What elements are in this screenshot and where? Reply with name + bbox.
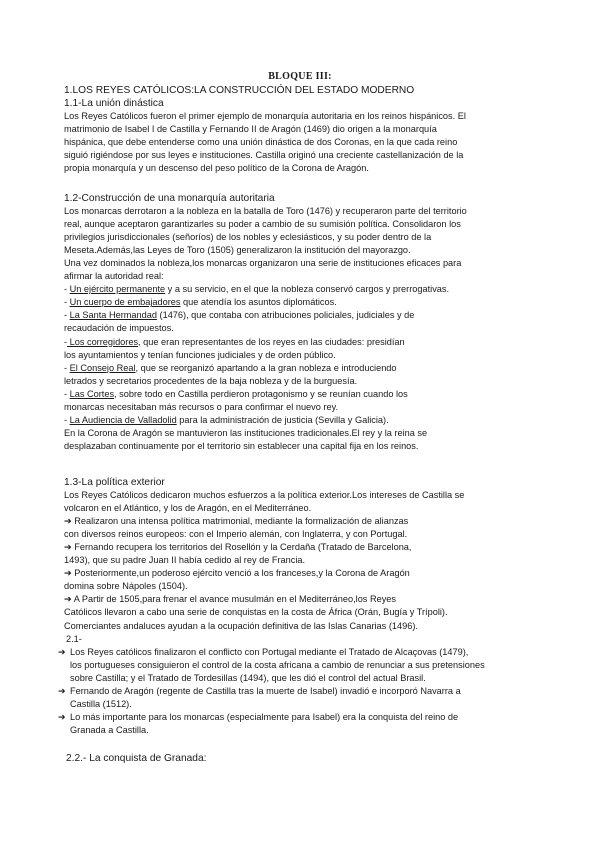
text-line: Granada a Castilla. <box>70 725 149 736</box>
text-line: matrimonio de Isabel I de Castilla y Fernando II de Aragón (1469) dio origen a la monarquía <box>64 124 437 135</box>
arrow-icon: ➔ <box>58 686 66 697</box>
main-title: 1.LOS REYES CATÓLICOS:LA CONSTRUCCIÓN DEL ESTADO MODERNO <box>64 85 415 96</box>
institution-item-hermandad: - La Santa Hermandad (1476), que contaba con atribuciones policiales, judiciales y de <box>64 310 415 321</box>
text-line: real, aunque aceptaron garantizarles su poder a cambio de su sumisión política. Consolidaron los <box>64 219 461 230</box>
arrow-item: ➔ Fernando recupera los territorios del Rosellón y la Cerdaña (Tratado de Barcelona, <box>64 542 412 553</box>
institution-item-army: - Un ejército permanente y a su servicio, en el que la nobleza conservó cargos y prerrogativas. <box>64 284 450 295</box>
institution-item-cortes: - Las Cortes, sobre todo en Castilla perdieron protagonismo y se reunían cuando los <box>64 388 408 399</box>
section-1 <box>64 84 526 175</box>
heading-1-3: 1.3-La política exterior <box>64 477 165 488</box>
text-line: 1493), que su padre Juan II había cedido al rey de Francia. <box>64 555 306 566</box>
label-2-1: 2.1- <box>66 634 82 644</box>
section-2-2 <box>66 752 528 765</box>
text-line: Los Reyes católicos finalizaron el conflicto con Portugal mediante el Tratado de Alcaçovas (1479), <box>70 647 469 657</box>
text-line: monarcas necesitaban más recursos o para confirmar el nuevo rey. <box>64 401 339 412</box>
section-1-3 <box>64 476 526 633</box>
institution-item-audiencia: - La Audiencia de Valladolid para la administración de justicia (Sevilla y Galicia). <box>64 414 389 425</box>
arrow-icon: ➔ <box>58 647 66 657</box>
text-line: letrados y secretarios procedentes de la baja nobleza y de la burguesía. <box>64 375 358 386</box>
text-line: los portugueses consiguieron el control de la costa africana a cambio de renunciar a sus pretensiones <box>70 660 485 671</box>
text-line: Castilla (1512). <box>70 699 132 710</box>
section-2-1 <box>66 633 528 646</box>
text-line: Lo más importante para los monarcas (especialmente para Isabel) era la conquista del reino de <box>70 712 459 723</box>
text-line: desplazaban continuamente por el territorio sin establecer una capital fija en los reinos. <box>64 440 419 451</box>
arrow-icon: ➔ <box>58 712 66 723</box>
arrow-list-item <box>58 685 532 711</box>
text-line: sobre Castilla; y el Tratado de Tordesillas (1494), que les dió el control del actual Brasil. <box>70 673 426 684</box>
arrow-list-item <box>58 646 532 685</box>
text-line: volcaron en el Atlántico, y los de Aragón, en el Mediterráneo. <box>64 503 312 514</box>
text-line: Fernando de Aragón (regente de Castilla tras la muerte de Isabel) invadió e incorporó Navarra a <box>70 686 461 697</box>
institution-item-embassies: - Un cuerpo de embajadores que atendía los asuntos diplomáticos. <box>64 297 337 308</box>
text-line: En la Corona de Aragón se mantuvieron las instituciones tradicionales.El rey y la reina se <box>64 427 428 438</box>
text-line: los ayuntamientos y tenían funciones judiciales y de orden público. <box>64 349 336 360</box>
text-line: privilegios jurisdiccionales (señoríos) de los nobles y eclesiásticos, y su poder dentro de la <box>64 232 432 243</box>
text-line: Una vez dominados la nobleza,los monarcas organizaron una serie de instituciones eficaces para <box>64 258 462 269</box>
text-line: siguió rigiéndose por sus leyes e instituciones. Castilla originó una creciente castellanización de la <box>64 150 464 161</box>
text-line: Los monarcas derrotaron a la nobleza en la batalla de Toro (1476) y recuperaron parte del territorio <box>64 206 467 217</box>
text-line: Comerciantes andaluces ayudan a la ocupación definitiva de las Islas Canarias (1496). <box>64 620 418 631</box>
arrow-item: ➔ A Partir de 1505,para frenar el avance musulmán en el Mediterráneo,los Reyes <box>64 594 396 605</box>
text-line: Los Reyes Católicos dedicaron muchos esfuerzos a la política exterior.Los intereses de Castilla se <box>64 490 465 501</box>
section-1-2 <box>64 192 526 453</box>
arrow-list-item <box>58 711 532 737</box>
heading-2-2: 2.2.- La conquista de Granada: <box>66 753 207 764</box>
heading-1-2: 1.2-Construcción de una monarquía autoritaria <box>64 193 275 204</box>
text-line: Católicos llevaron a cabo una serie de conquistas en la costa de África (Orán, Bugía y Trípoli). <box>64 607 448 618</box>
text-line: con diversos reinos europeos: con el Imperio alemán, con Inglaterra, y con Portugal. <box>64 529 408 540</box>
institution-item-corregidores: - Los corregidores, que eran representantes de los reyes en las ciudades: presidían <box>64 336 405 347</box>
text-line: propia monarquía y un descenso del peso político de la Corona de Aragón. <box>64 163 369 174</box>
institution-item-consejo-real: - El Consejo Real, que se reorganizó apartando a la gran nobleza e introduciendo <box>64 362 397 373</box>
heading-1-1: 1.1-La unión dinástica <box>64 98 164 110</box>
text-line: domina sobre Nápoles (1504). <box>64 581 188 592</box>
arrow-item: ➔ Posteriormente,un poderoso ejército venció a los franceses,y la Corona de Aragón <box>64 568 410 579</box>
text-line: recaudación de impuestos. <box>64 323 174 334</box>
arrow-item: ➔ Realizaron una intensa política matrimonial, mediante la formalización de alianzas <box>64 516 409 527</box>
block-title: BLOQUE III: <box>268 71 332 82</box>
text-line: afirmar la autoridad real: <box>64 271 164 282</box>
text-line: hispánica, que debe entenderse como una unión dinástica de dos Coronas, en la que cada reino <box>64 137 458 148</box>
section-2-1-items <box>58 646 532 737</box>
text-line: Meseta.Además,las Leyes de Toro (1505) generalizaron la institución del mayorazgo. <box>64 245 411 256</box>
text-line: Los Reyes Católicos fueron el primer ejemplo de monarquía autoritaria en los reinos hispánicos. El <box>64 111 466 122</box>
